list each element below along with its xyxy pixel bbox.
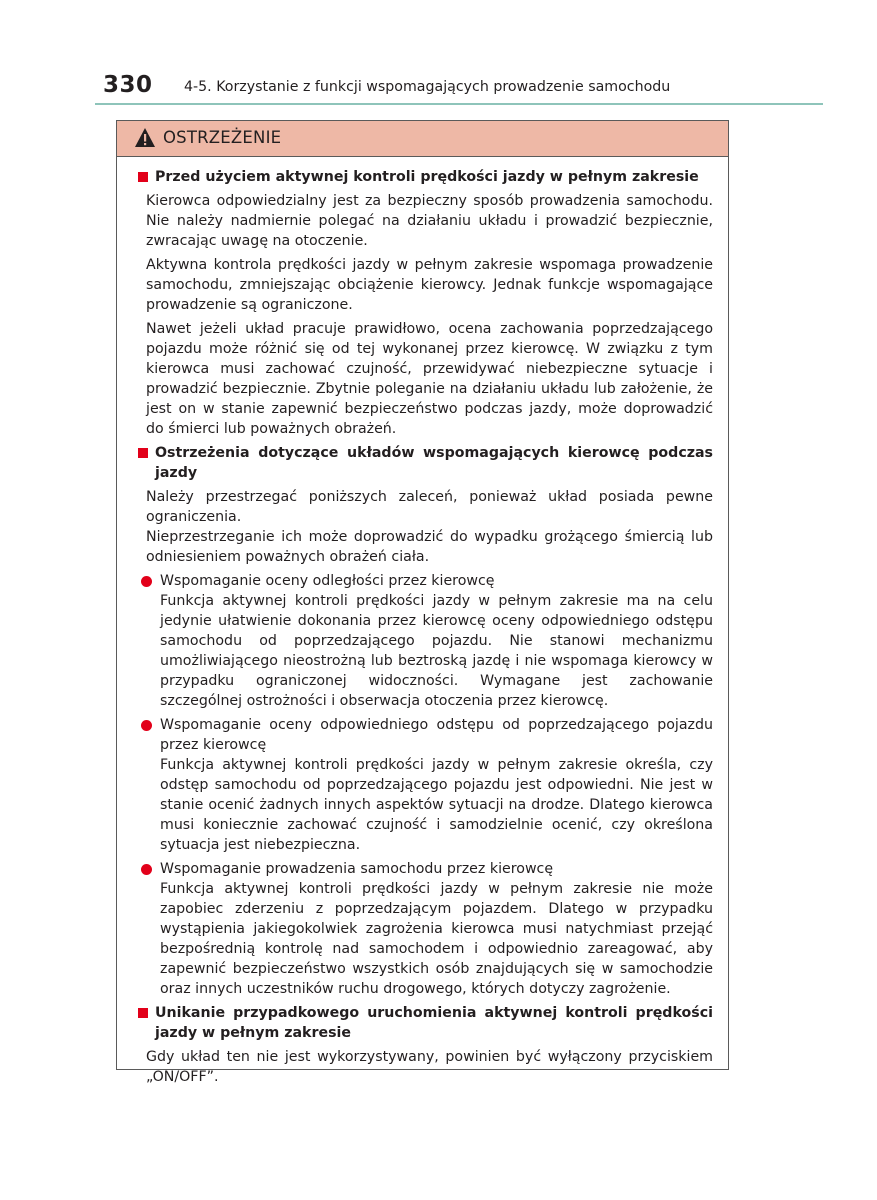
section-heading-text: Ostrzeżenia dotyczące układów wspomagających kierowcę podczas jazdy (155, 445, 713, 481)
section-marker-icon (138, 448, 148, 458)
paragraph: Należy przestrzegać poniższych zaleceń, ponieważ układ posiada pewne ograniczenia. (146, 489, 713, 525)
warning-label: OSTRZEŻENIE (163, 128, 282, 147)
warning-header (117, 121, 728, 157)
paragraph: Aktywna kontrola prędkości jazdy w pełnym zakresie wspomaga prowadzenie samochodu, zmniejszając obciążenie kierowcy. Jednak funkcje wspomagające prowadzenie są ograniczone. (146, 257, 713, 313)
bullet-body: Funkcja aktywnej kontroli prędkości jazdy w pełnym zakresie określa, czy odstęp samochodu od poprzedzającego pojazdu jest odpowiedni. Nie jest w stanie ocenić żadnych innych aspektów sytuacji na drodze. Dlatego kierowca musi koniecznie zachować czujność i samodzielnie ocenić, czy określona sytuacja jest niebezpieczna. (160, 757, 713, 853)
page-number: 330 (103, 72, 153, 98)
bullet-item (141, 715, 713, 855)
warning-triangle-icon (134, 127, 156, 148)
page-header-title: 4-5. Korzystanie z funkcji wspomagających prowadzenie samochodu (184, 79, 671, 95)
bullet-text (160, 571, 713, 711)
bullet-text (160, 715, 713, 855)
bullet-title: Wspomaganie prowadzenia samochodu przez kierowcę (160, 861, 554, 877)
header-divider (95, 103, 823, 105)
section-heading (138, 1003, 713, 1043)
bullet-body: Funkcja aktywnej kontroli prędkości jazdy w pełnym zakresie ma na celu jedynie ułatwienie dokonania przez kierowcę oceny odpowiedniego odstępu samochodu od poprzedzającego pojazdu. Nie stanowi mechanizmu umożliwiającego nieostrożną lub beztroską jazdę i nie wspomaga kierowcy w przypadku ograniczonej widoczności. Wymagane jest zachowanie szczególnej ostrożności i obserwacja otoczenia przez kierowcę. (160, 593, 713, 709)
section-heading-text: Unikanie przypadkowego uruchomienia aktywnej kontroli prędkości jazdy w pełnym zakresie (155, 1005, 713, 1041)
paragraph: Nawet jeżeli układ pracuje prawidłowo, ocena zachowania poprzedzającego pojazdu może różnić się od tej wykonanej przez kierowcę. W związku z tym kierowca musi zachować czujność, przewidywać niebezpieczne sytuacje i prowadzić bezpiecznie. Zbytnie poleganie na działaniu układu lub założenie, że jest on w stanie zapewnić bezpieczeństwo podczas jazdy, może doprowadzić do śmierci lub poważnych obrażeń. (146, 321, 713, 437)
bullet-title: Wspomaganie oceny odpowiedniego odstępu od poprzedzającego pojazdu przez kierowcę (160, 717, 713, 753)
bullet-dot-icon (141, 720, 152, 731)
warning-content (117, 167, 728, 1091)
bullet-item (141, 859, 713, 999)
bullet-item (141, 571, 713, 711)
paragraph: Gdy układ ten nie jest wykorzystywany, powinien być wyłączony przyciskiem „ON/OFF”. (146, 1049, 713, 1085)
section-heading (138, 443, 713, 483)
bullet-body: Funkcja aktywnej kontroli prędkości jazdy w pełnym zakresie nie może zapobiec zderzeniu z poprzedzającym pojazdem. Dlatego w przypadku wystąpienia jakiegokolwiek zagrożenia kierowca musi natychmiast przejąć bezpośrednią kontrolę nad samochodem i odpowiednio zareagować, aby zapewnić bezpieczeństwo wszystkich osób znajdujących się w samochodzie oraz innych uczestników ruchu drogowego, których dotyczy zagrożenie. (160, 881, 713, 997)
section-heading (138, 167, 713, 187)
bullet-dot-icon (141, 576, 152, 587)
section-heading-text: Przed użyciem aktywnej kontroli prędkości jazdy w pełnym zakresie (155, 169, 699, 185)
section-marker-icon (138, 1008, 148, 1018)
paragraph: Kierowca odpowiedzialny jest za bezpieczny sposób prowadzenia samochodu. Nie należy nadmiernie polegać na działaniu układu i prowadzić bezpiecznie, zwracając uwagę na otoczenie. (146, 193, 713, 249)
paragraph: Nieprzestrzeganie ich może doprowadzić do wypadku grożącego śmiercią lub odniesieniem poważnych obrażeń ciała. (146, 529, 713, 565)
warning-box (116, 120, 729, 1085)
bullet-dot-icon (141, 864, 152, 875)
section-marker-icon (138, 172, 148, 182)
bullet-text (160, 859, 713, 999)
bullet-title: Wspomaganie oceny odległości przez kierowcę (160, 573, 495, 589)
